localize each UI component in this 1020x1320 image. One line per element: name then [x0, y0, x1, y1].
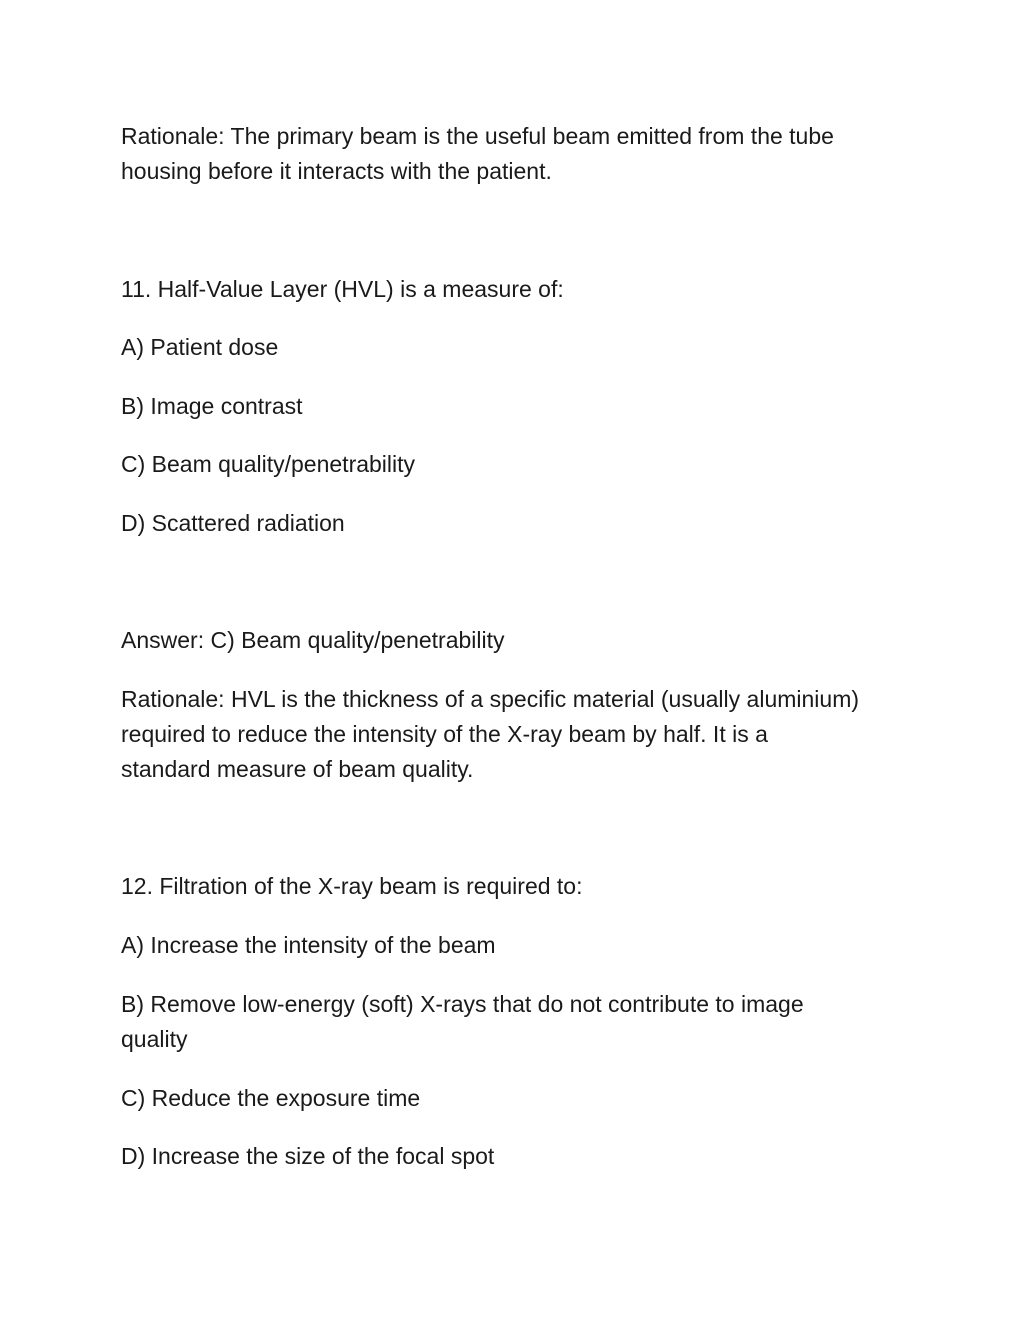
question-11: 11. Half-Value Layer (HVL) is a measure of:	[121, 276, 564, 302]
q12-option-a: A) Increase the intensity of the beam	[121, 932, 496, 958]
q11-option-c: C) Beam quality/penetrability	[121, 451, 416, 477]
q12-option-d: D) Increase the size of the focal spot	[121, 1143, 495, 1169]
rationale-10-line-2: housing before it interacts with the patient.	[121, 158, 552, 184]
rationale-10-line-1: Rationale: The primary beam is the useful beam emitted from the tube	[121, 123, 834, 149]
rationale-11-line-3: standard measure of beam quality.	[121, 756, 474, 782]
q12-option-c: C) Reduce the exposure time	[121, 1085, 421, 1111]
q11-option-d: D) Scattered radiation	[121, 510, 345, 536]
q11-option-b: B) Image contrast	[121, 393, 303, 419]
q12-option-b-line-2: quality	[121, 1026, 188, 1052]
q11-option-a: A) Patient dose	[121, 334, 279, 360]
question-12: 12. Filtration of the X-ray beam is required to:	[121, 873, 583, 899]
q12-option-b-line-1: B) Remove low-energy (soft) X-rays that do not contribute to image	[121, 991, 804, 1017]
answer-11: Answer: C) Beam quality/penetrability	[121, 627, 505, 653]
rationale-11-line-1: Rationale: HVL is the thickness of a specific material (usually aluminium)	[121, 686, 860, 712]
rationale-11-line-2: required to reduce the intensity of the X-ray beam by half. It is a	[121, 721, 768, 747]
